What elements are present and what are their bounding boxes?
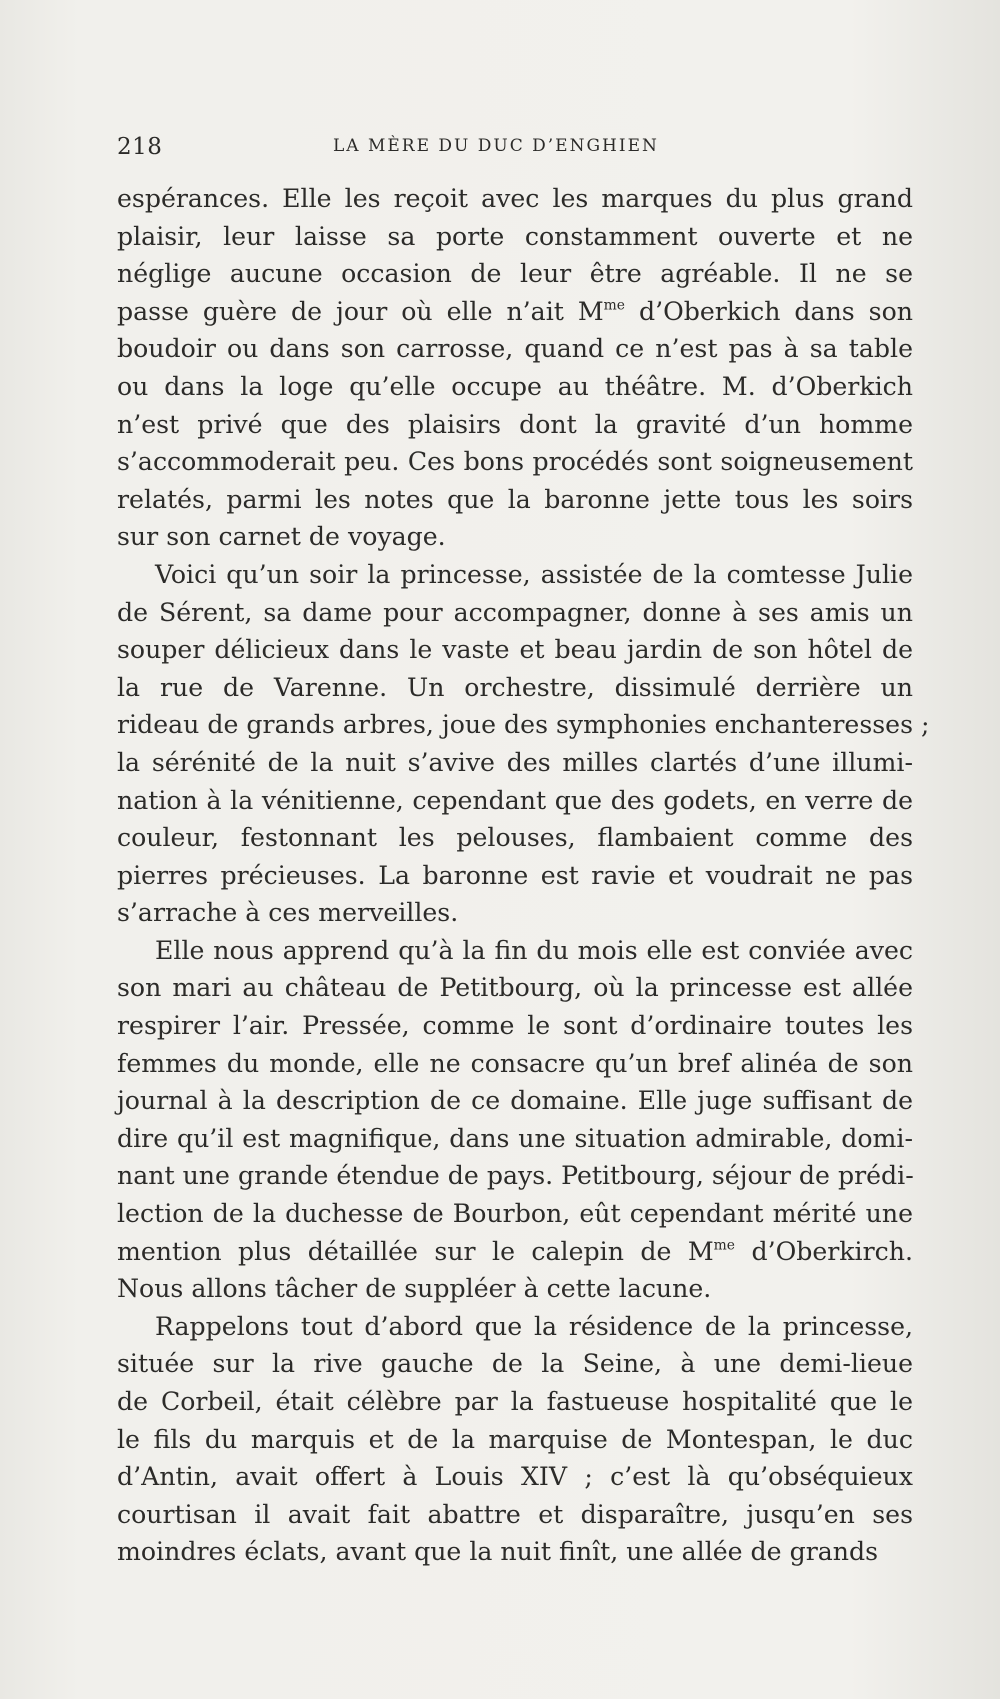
- text-line: [117, 1533, 913, 1571]
- text-segment: espérances. Elle les reçoit avec les marques du plus grand: [117, 184, 913, 213]
- text-segment: moindres éclats, avant que la nuit finît, une allée de grands: [117, 1537, 879, 1567]
- text-line: [117, 255, 913, 293]
- text-line: [117, 180, 913, 218]
- text-line: [117, 932, 913, 970]
- text-segment: couleur, festonnant les pelouses, flambaient comme des: [117, 823, 913, 853]
- text-line: [117, 1007, 913, 1045]
- text-line: [117, 443, 913, 481]
- text-segment: d’Oberkirch.: [735, 1236, 913, 1266]
- text-line: [117, 631, 913, 669]
- text-line: [117, 218, 913, 256]
- text-segment: nant une grande étendue de pays. Petitbourg, séjour de prédi-: [117, 1161, 914, 1191]
- text-segment: pierres précieuses. La baronne est ravie et voudrait ne pas: [117, 860, 913, 890]
- text-segment: passe guère de jour où elle n’ait M: [117, 296, 604, 326]
- text-line: [117, 744, 913, 782]
- text-line: [117, 1045, 913, 1083]
- superscript: me: [713, 1237, 735, 1254]
- text-segment: journal à la description de ce domaine. Elle juge suffisant de: [117, 1086, 913, 1116]
- text-segment: d’Oberkich dans son: [625, 296, 913, 326]
- text-line: [117, 782, 913, 820]
- text-line: [117, 1308, 913, 1346]
- text-line: [117, 594, 913, 632]
- text-segment: lection de la duchesse de Bourbon, eût cependant mérité une: [117, 1199, 913, 1229]
- text-segment: de Sérent, sa dame pour accompagner, donne à ses amis un: [117, 597, 913, 627]
- text-segment: sur son carnet de voyage.: [117, 522, 446, 552]
- text-segment: néglige aucune occasion de leur être agréable. Il ne se: [117, 259, 913, 289]
- text-line: [117, 1496, 913, 1534]
- running-title: LA MÈRE DU DUC D’ENGHIEN: [333, 136, 659, 156]
- text-line: [117, 819, 913, 857]
- text-segment: ou dans la loge qu’elle occupe au théâtre. M. d’Oberkich: [117, 371, 913, 401]
- text-line: [117, 1157, 913, 1195]
- text-line: [117, 669, 913, 707]
- text-line: [117, 1345, 913, 1383]
- page-number: 218: [117, 134, 163, 160]
- text-segment: mention plus détaillée sur le calepin de M: [117, 1236, 714, 1266]
- text-segment: dire qu’il est magnifique, dans une situation admirable, domi-: [117, 1123, 913, 1153]
- text-line: [117, 368, 913, 406]
- text-segment: respirer l’air. Pressée, comme le sont d’ordinaire toutes les: [117, 1011, 913, 1041]
- text-segment: la sérénité de la nuit s’avive des milles clartés d’une illumi-: [117, 747, 913, 777]
- text-line: [117, 518, 913, 556]
- text-segment: femmes du monde, elle ne consacre qu’un bref alinéa de son: [117, 1048, 913, 1078]
- text-line: [117, 293, 913, 331]
- text-segment: Elle nous apprend qu’à la fin du mois elle est conviée avec: [155, 935, 913, 965]
- text-segment: souper délicieux dans le vaste et beau jardin de son hôtel de: [117, 635, 913, 665]
- text-segment: boudoir ou dans son carrosse, quand ce n’est pas à sa table: [117, 334, 913, 364]
- text-line: [117, 1383, 913, 1421]
- text-segment: Rappelons tout d’abord que la résidence de la princesse,: [155, 1311, 913, 1341]
- text-segment: Nous allons tâcher de suppléer à cette lacune.: [117, 1274, 712, 1304]
- text-line: [117, 481, 913, 519]
- text-segment: s’accommoderait peu. Ces bons procédés sont soigneusement: [117, 447, 913, 477]
- text-segment: la rue de Varenne. Un orchestre, dissimulé derrière un: [117, 672, 913, 702]
- text-line: [117, 556, 913, 594]
- text-segment: le fils du marquis et de la marquise de Montespan, le duc: [117, 1424, 913, 1454]
- text-line: [117, 706, 930, 744]
- text-line: [117, 1421, 913, 1459]
- text-line: [117, 1195, 913, 1233]
- text-segment: son mari au château de Petitbourg, où la princesse est allée: [117, 973, 913, 1003]
- text-line: [117, 857, 913, 895]
- text-segment: plaisir, leur laisse sa porte constamment ouverte et ne: [117, 221, 913, 251]
- text-segment: située sur la rive gauche de la Seine, à une demi-lieue: [117, 1349, 913, 1379]
- text-segment: s’arrache à ces merveilles.: [117, 898, 459, 928]
- text-line: [117, 1120, 913, 1158]
- text-segment: relatés, parmi les notes que la baronne jette tous les soirs: [117, 484, 913, 514]
- text-segment: de Corbeil, était célèbre par la fastueuse hospitalité que le: [117, 1387, 913, 1416]
- text-line: [117, 1233, 913, 1271]
- body-text: [117, 180, 930, 1571]
- text-line: [117, 1270, 913, 1308]
- running-head: [117, 134, 907, 170]
- superscript: me: [603, 297, 625, 314]
- text-segment: rideau de grands arbres, joue des symphonies enchanteresses ;: [117, 710, 930, 740]
- text-segment: Voici qu’un soir la princesse, assistée de la comtesse Julie: [155, 559, 913, 589]
- text-segment: courtisan il avait fait abattre et disparaître, jusqu’en ses: [117, 1499, 913, 1529]
- text-line: [117, 406, 913, 444]
- text-line: [117, 1458, 913, 1496]
- text-segment: n’est privé que des plaisirs dont la gravité d’un homme: [117, 409, 913, 439]
- text-line: [117, 969, 913, 1007]
- text-line: [117, 894, 913, 932]
- text-segment: nation à la vénitienne, cependant que des godets, en verre de: [117, 785, 913, 815]
- text-line: [117, 330, 913, 368]
- text-line: [117, 1082, 913, 1120]
- text-segment: d’Antin, avait offert à Louis XIV ; c’est là qu’obséquieux: [117, 1462, 913, 1492]
